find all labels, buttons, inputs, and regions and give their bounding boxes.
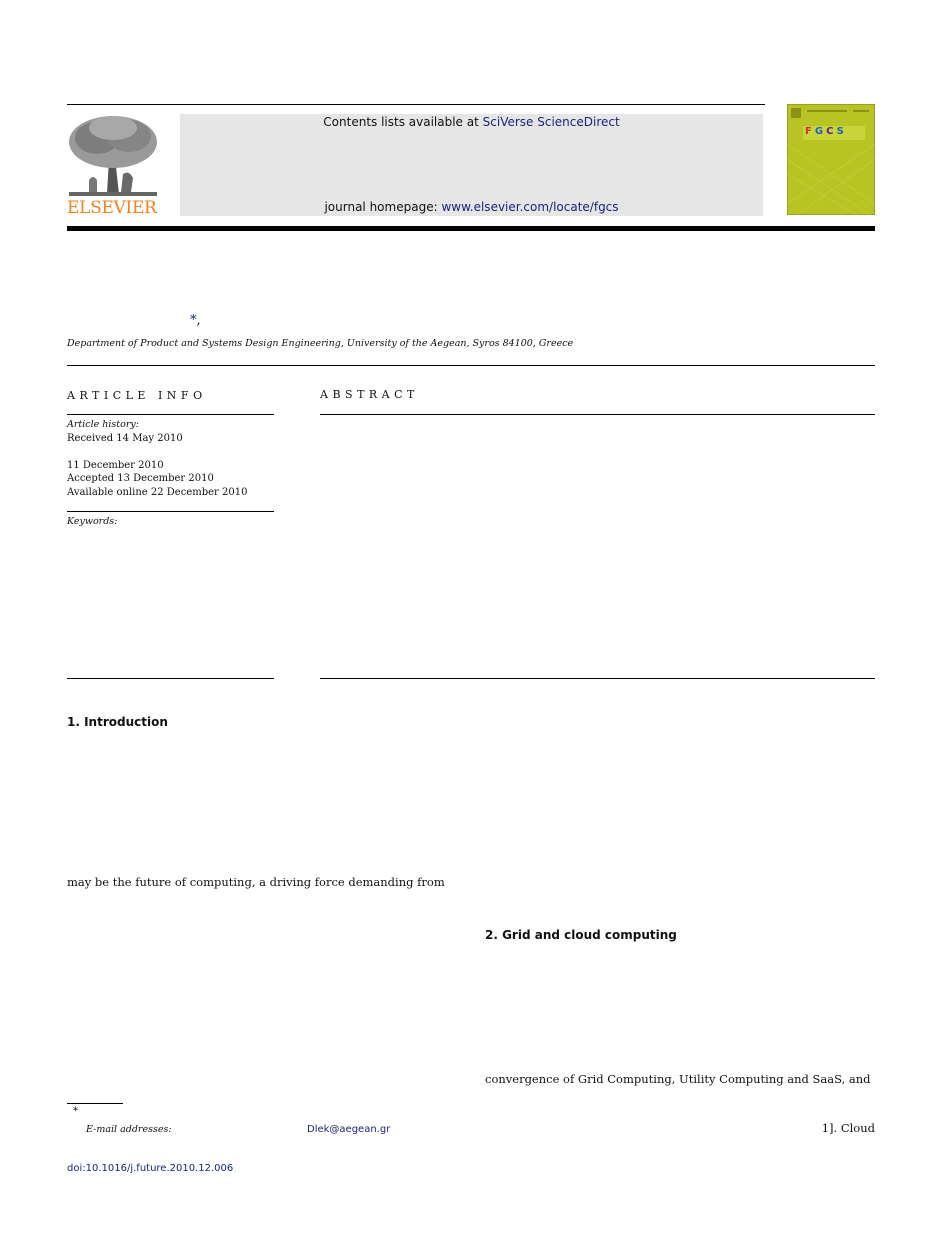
sciencedirect-link[interactable]: SciVerse ScienceDirect bbox=[482, 115, 620, 129]
journal-homepage-link[interactable]: www.elsevier.com/locate/fgcs bbox=[441, 200, 619, 214]
author-separator: , bbox=[196, 313, 201, 328]
keywords-label: Keywords: bbox=[67, 516, 118, 527]
abstract-heading: ABSTRACT bbox=[320, 388, 419, 401]
contents-prefix: Contents lists available at bbox=[323, 115, 483, 129]
revised-date: 11 December 2010 bbox=[67, 460, 164, 471]
homepage-prefix: journal homepage: bbox=[324, 200, 442, 214]
article-info-bottom-rule bbox=[67, 678, 274, 679]
header-top-rule bbox=[67, 104, 765, 105]
grid-cloud-heading: 2. Grid and cloud computing bbox=[485, 928, 677, 942]
elsevier-logo[interactable] bbox=[67, 114, 159, 216]
cloud-text-line: 1]. Cloud bbox=[821, 1121, 875, 1135]
article-info-top-rule bbox=[67, 414, 274, 415]
footnote-rule bbox=[67, 1103, 123, 1104]
doi-link[interactable]: doi:10.1016/j.future.2010.12.006 bbox=[67, 1163, 234, 1174]
introduction-heading: 1. Introduction bbox=[67, 715, 168, 729]
author-email-link[interactable]: Dlek@aegean.gr bbox=[307, 1124, 391, 1135]
footnote-mark: * bbox=[73, 1106, 78, 1117]
grid-cloud-text-line: convergence of Grid Computing, Utility Computing and SaaS, and bbox=[485, 1072, 871, 1086]
abstract-bottom-rule bbox=[320, 678, 875, 679]
cover-title-letters: FGCS bbox=[805, 126, 847, 137]
journal-cover-thumbnail[interactable] bbox=[787, 104, 875, 215]
elsevier-wordmark: ELSEVIER bbox=[67, 198, 157, 218]
accepted-date: Accepted 13 December 2010 bbox=[67, 473, 214, 484]
affiliation-rule bbox=[67, 365, 875, 366]
corresponding-author-mark[interactable]: * bbox=[190, 313, 197, 328]
online-date: Available online 22 December 2010 bbox=[67, 487, 248, 498]
homepage-line bbox=[180, 200, 763, 214]
received-date: Received 14 May 2010 bbox=[67, 433, 183, 444]
contents-line bbox=[180, 115, 763, 129]
article-info-heading: ARTICLE INFO bbox=[67, 389, 207, 402]
affiliation: Department of Product and Systems Design Engineering, University of the Aegean, Syros 84100, Greece bbox=[67, 338, 574, 349]
keywords-rule bbox=[67, 511, 274, 512]
abstract-top-rule bbox=[320, 414, 875, 415]
introduction-text-line: may be the future of computing, a driving force demanding from bbox=[67, 875, 445, 889]
email-label: E-mail addresses: bbox=[86, 1124, 172, 1135]
journal-banner bbox=[180, 114, 763, 216]
journal-cover-image bbox=[787, 104, 875, 215]
header-thick-rule bbox=[67, 226, 875, 231]
author-marks bbox=[190, 313, 201, 328]
article-history-label: Article history: bbox=[67, 419, 139, 430]
